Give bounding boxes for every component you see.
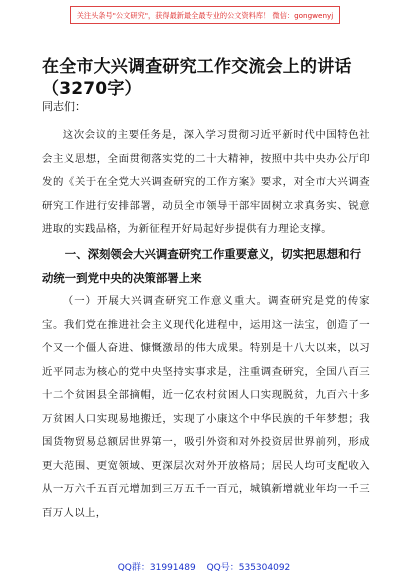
promo-banner: 关注头条号"公文研究"，获得最新最全最专业的公文资料库！ 微信：gongwenyj <box>70 6 340 24</box>
section-heading-1: 一、深刻领会大兴调查研究工作重要意义，切实把思想和行动统一到党中央的决策部署上来 <box>42 247 361 285</box>
qq-number-text: QQ号：535304092 <box>206 563 291 573</box>
contact-footer <box>0 560 408 573</box>
intro-paragraph: 这次会议的主要任务是，深入学习贯彻习近平新时代中国特色社会主义思想，全面贯彻落实党的二十大精神，按照中共中央办公厅印发的《关于在全党大兴调查研究的工作方案》要求，对全市大兴调查研究工作进行安排部署，动员全市领导干部牢固树立求真务实、锐意进取的实践品格，为新征程开好局起好步提供有力理论支撑。 <box>42 129 370 235</box>
document-title: 在全市大兴调查研究工作交流会上的讲话（3270字） <box>42 57 352 99</box>
salutation: 同志们： <box>42 100 86 113</box>
qq-group-text: QQ群：31991489 <box>117 563 196 573</box>
section1-paragraph-1: （一）开展大兴调查研究工作意义重大。调查研究是党的传家宝。我们党在推进社会主义现代化进程中，运用这一法宝，创造了一个又一个僵人奋进、慷慨激昂的伟大成果。特别是十八大以来，以习近平同志为核心的党中央坚持实事求是，注重调查研究，全国八百三十二个贫困县全部摘帽，近一亿农村贫困人口实现脱贫，九百六十多万贫困人口实现易地搬迁，实现了小康这个中华民族的千年梦想；我国货物贸易总额居世界第一，吸引外资和对外投资居世界前列，形成更大范围、更宽领域、更深层次对外开放格局；居民人均可支配收入从一万六千五百元增加到三万五千一百元，城镇新增就业年均一千三百万人以上， <box>42 295 370 519</box>
